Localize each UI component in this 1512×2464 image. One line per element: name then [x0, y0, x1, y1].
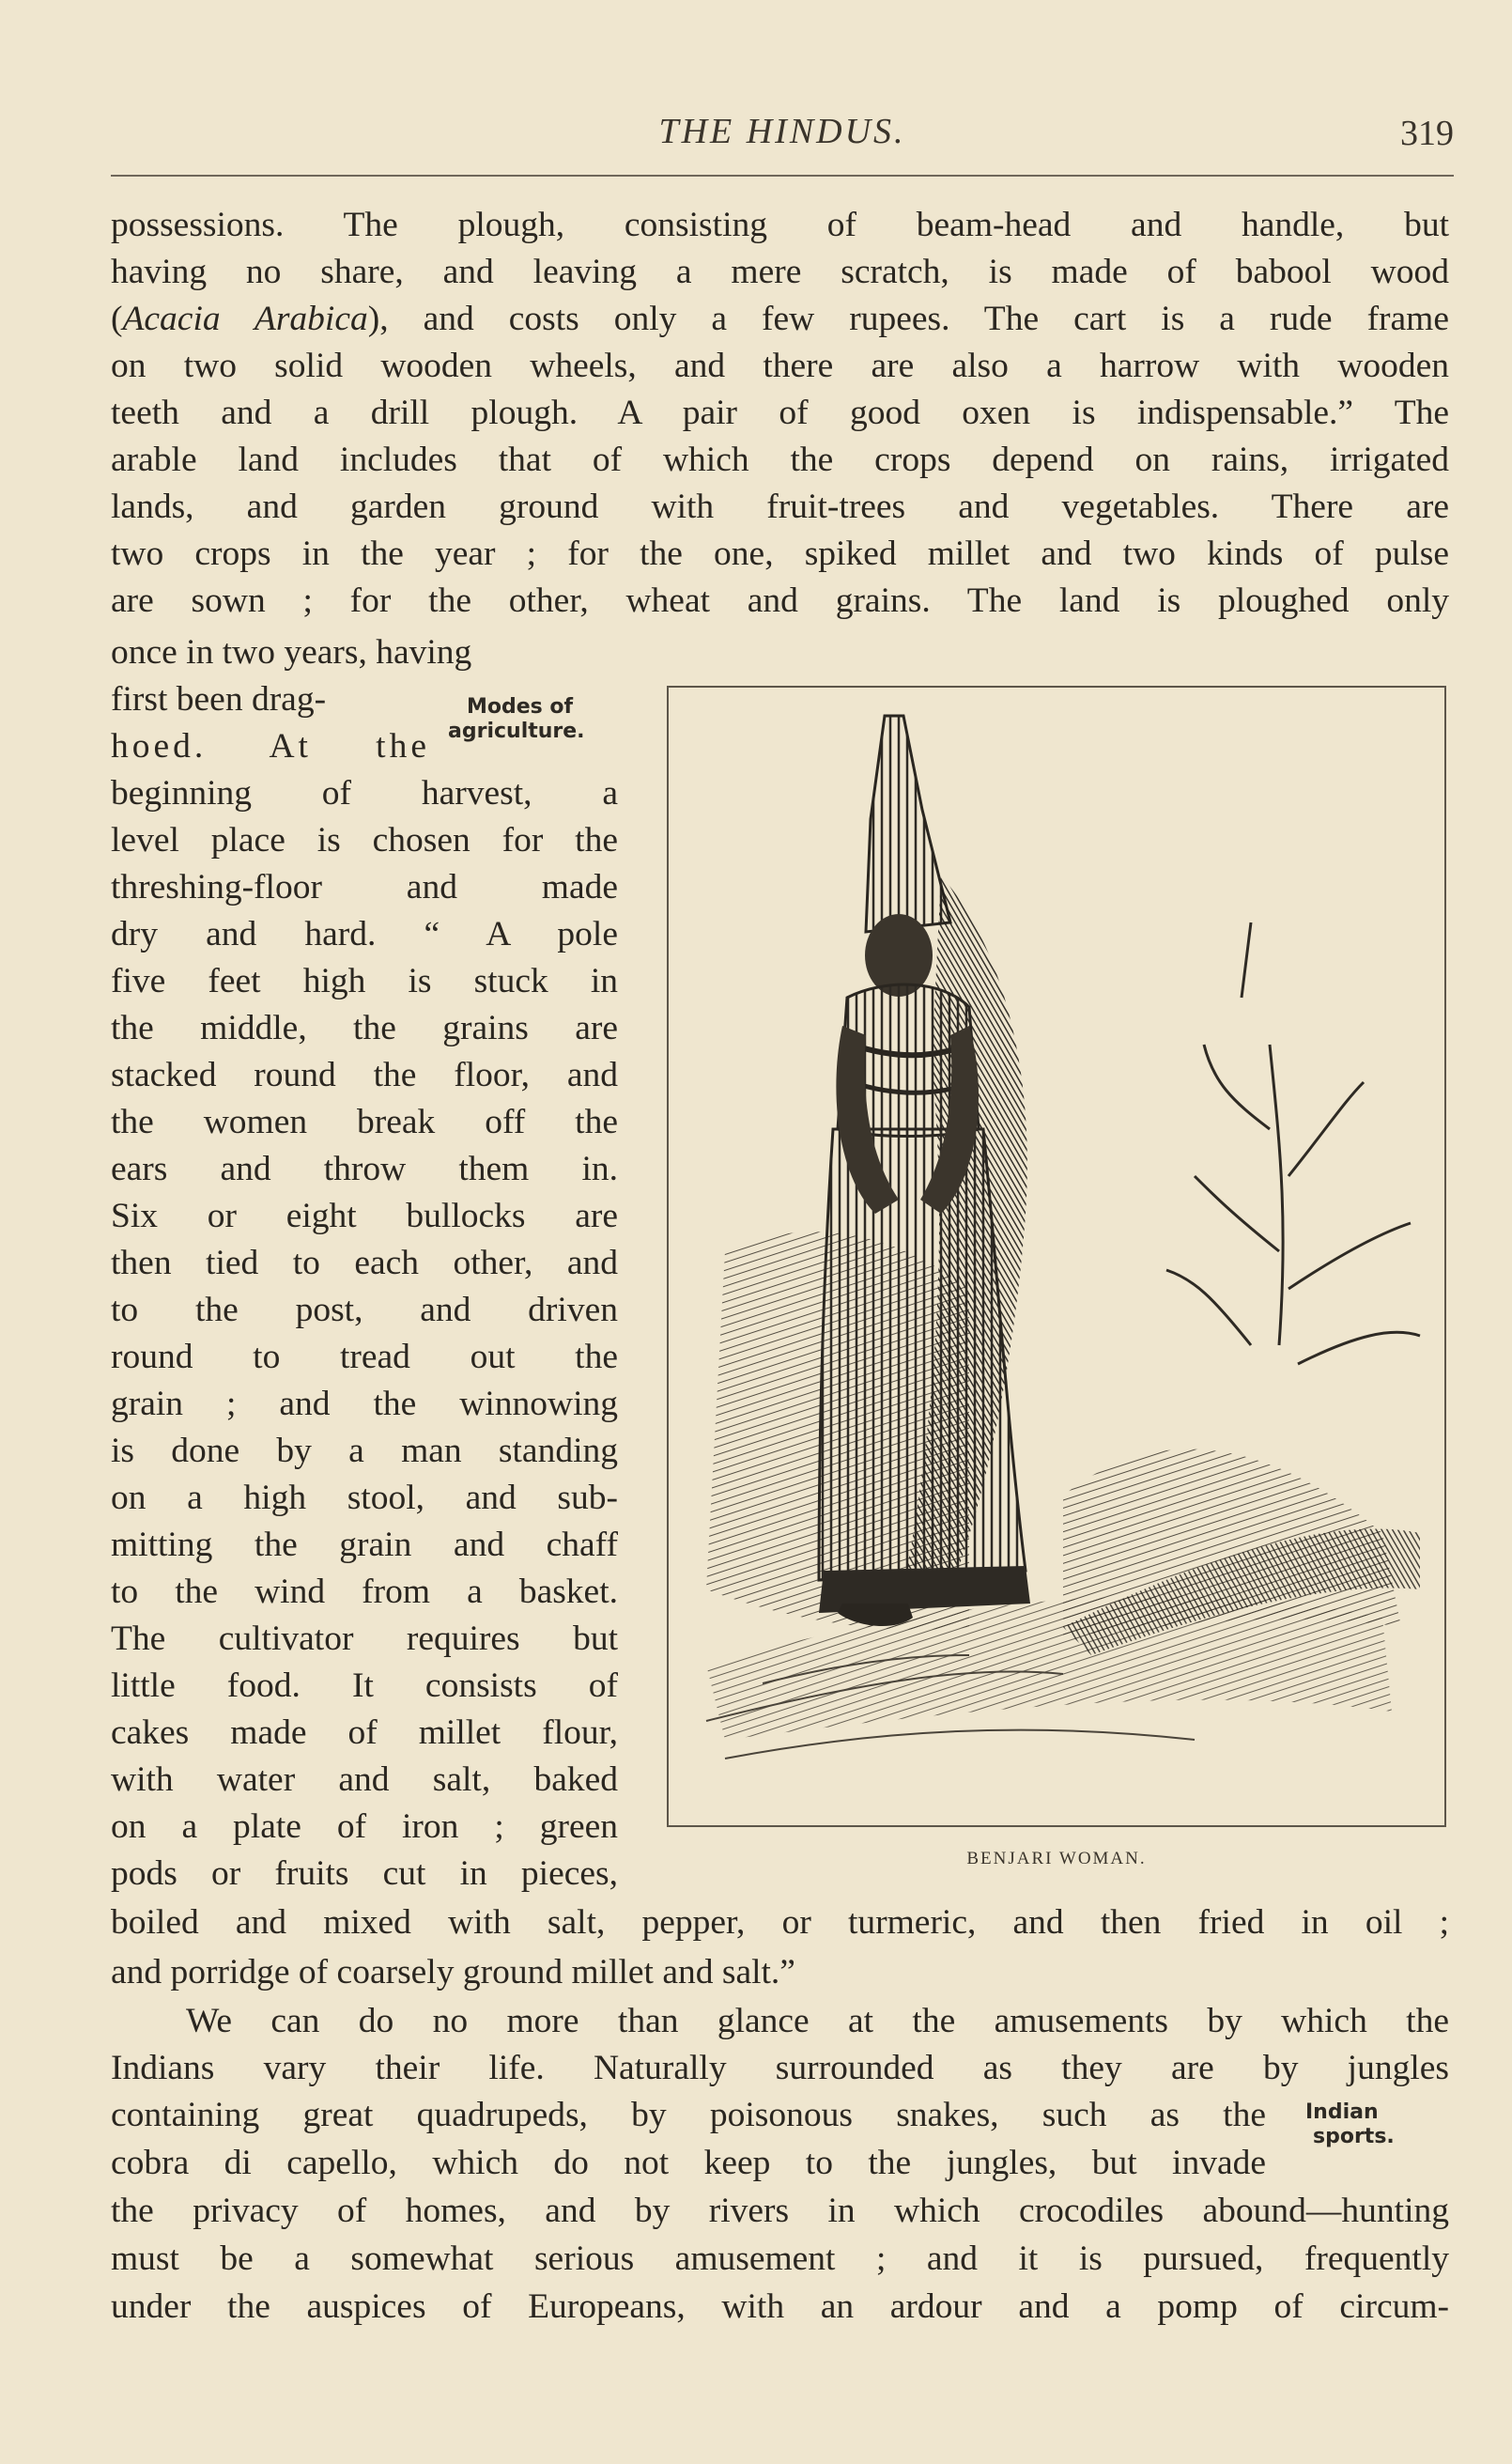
italic-species-name: Acacia Arabica — [122, 300, 368, 338]
text-line: having no share, and leaving a mere scratch, is made of babool wood — [111, 253, 1449, 291]
text-line: teeth and a drill plough. A pair of good oxen is indispensable.” The — [111, 394, 1449, 432]
engraving — [669, 688, 1444, 1825]
text-line: two crops in the year ; for the one, spiked millet and two kinds of pulse — [111, 535, 1449, 573]
text-line: on a high stool, and sub- — [111, 1479, 618, 1517]
text-line: round to tread out the — [111, 1338, 618, 1376]
running-header — [111, 111, 1454, 167]
text-line: beginning of harvest, a — [111, 774, 618, 813]
text-line: must be a somewhat serious amusement ; and it is pursued, frequently — [111, 2239, 1449, 2278]
text-line: possessions. The plough, consisting of beam-head and handle, but — [111, 206, 1449, 244]
running-title: THE HINDUS. — [658, 112, 906, 151]
text-line: is done by a man standing — [111, 1432, 618, 1470]
headdress — [866, 716, 950, 932]
sidenote-agriculture: Modes of agriculture. — [448, 695, 585, 743]
text-line: once in two years, having — [111, 633, 472, 672]
text-line: grain ; and the winnowing — [111, 1385, 618, 1423]
page-number: 319 — [1400, 114, 1454, 153]
text-line-with-italic: (Acacia Arabica), and costs only a few rupees. The cart is a rude frame — [111, 300, 1449, 338]
text-line: cakes made of millet flour, — [111, 1713, 618, 1752]
text-line: then tied to each other, and — [111, 1244, 618, 1282]
text-line: dry and hard. “ A pole — [111, 915, 618, 953]
text-line: to the post, and driven — [111, 1291, 618, 1329]
text-line: five feet high is stuck in — [111, 962, 618, 1000]
text-line: on a plate of iron ; green — [111, 1807, 618, 1846]
text-line: lands, and garden ground with fruit-trees and vegetables. There are — [111, 488, 1449, 526]
text-line: and porridge of coarsely ground millet and salt.” — [111, 1953, 795, 1991]
text-line: mitting the grain and chaff — [111, 1526, 618, 1564]
illustration-benjari-woman — [667, 686, 1446, 1827]
text-line: the women break off the — [111, 1103, 618, 1141]
text-line: Six or eight bullocks are — [111, 1197, 618, 1235]
figure-caption: BENJARI WOMAN. — [966, 1849, 1147, 1868]
text-line: level place is chosen for the — [111, 821, 618, 860]
text-line: on two solid wooden wheels, and there are also a harrow with wooden — [111, 347, 1449, 385]
text-line: stacked round the floor, and — [111, 1056, 618, 1094]
text-line: the privacy of homes, and by rivers in which crocodiles abound—hunting — [111, 2192, 1449, 2230]
text-line: first been drag- — [111, 680, 327, 719]
text-line: are sown ; for the other, wheat and grains. The land is ploughed only — [111, 581, 1449, 620]
text-line: boiled and mixed with salt, pepper, or turmeric, and then fried in oil ; — [111, 1903, 1449, 1942]
text-line: The cultivator requires but — [111, 1619, 618, 1658]
header-rule — [111, 175, 1454, 177]
text-line: threshing-floor and made — [111, 868, 618, 907]
plant-stalks — [1166, 922, 1420, 1364]
text-line: little food. It consists of — [111, 1666, 618, 1705]
text-line: containing great quadrupeds, by poisonous snakes, such as the — [111, 2096, 1266, 2134]
text-line: under the auspices of Europeans, with an ardour and a pomp of circum- — [111, 2287, 1449, 2326]
text-line: cobra di capello, which do not keep to the jungles, but invade — [111, 2144, 1266, 2182]
text-line: with water and salt, baked — [111, 1760, 618, 1799]
text-line: arable land includes that of which the crops depend on rains, irrigated — [111, 441, 1449, 479]
text-line: the middle, the grains are — [111, 1009, 618, 1047]
text-line: hoed. At the — [111, 727, 430, 766]
text-line: Indians vary their life. Naturally surrounded as they are by jungles — [111, 2049, 1449, 2087]
text-line: to the wind from a basket. — [111, 1573, 618, 1611]
text-line: pods or fruits cut in pieces, — [111, 1854, 618, 1893]
text-line: ears and throw them in. — [111, 1150, 618, 1188]
paragraph-first-line: We can do no more than glance at the amusements by which the — [186, 2002, 1449, 2040]
sidenote-sports: Indian sports. — [1305, 2100, 1395, 2148]
